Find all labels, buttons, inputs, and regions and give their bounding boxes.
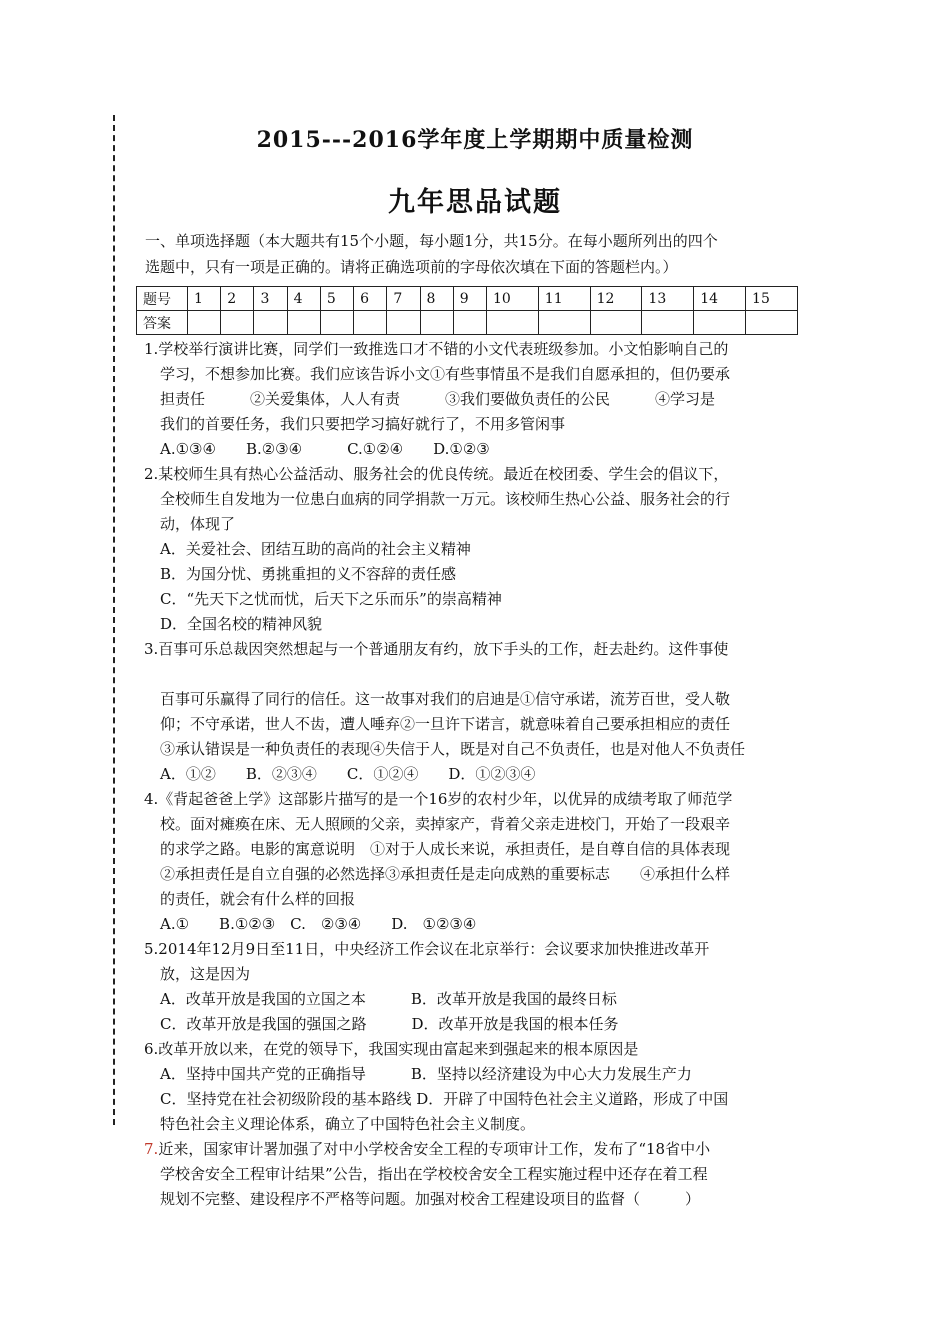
answer-cell[interactable] xyxy=(453,311,486,335)
question-text: 近来，国家审计署加强了对中小学校舍安全工程的专项审计工作，发布了“18省中小 xyxy=(158,1140,711,1158)
question-stem: 2.某校师生具有热心公益活动、服务社会的优良传统。最近在校团委、学生会的倡议下， xyxy=(144,465,729,483)
answer-cell[interactable] xyxy=(590,311,642,335)
answer-cell[interactable] xyxy=(746,311,798,335)
exam-title: 2015---2016学年度上学期期中质量检测 xyxy=(256,127,694,153)
question-stem: 3.百事可乐总裁因突然想起与一个普通朋友有约，放下手头的工作，赶去赴约。这件事使 xyxy=(144,640,729,658)
question-text: 动，体现了 xyxy=(160,515,236,533)
question-text: 担责任 ②关爱集体，人人有责 ③我们要做负责任的公民 ④学习是 xyxy=(160,390,716,408)
instruction-line: 一、单项选择题（本大题共有15个小题，每小题1分，共15分。在每小题所列出的四个 xyxy=(145,232,718,250)
question-number-cell: 3 xyxy=(254,287,287,311)
question-text: 的责任，就会有什么样的回报 xyxy=(160,890,356,908)
answer-cell[interactable] xyxy=(694,311,746,335)
question-text: 规划不完整、建设程序不严格等问题。加强对校舍工程建设项目的监督（ ） xyxy=(160,1190,701,1208)
question-number-cell: 8 xyxy=(420,287,453,311)
question-number-cell: 1 xyxy=(188,287,221,311)
row-label-number: 题号 xyxy=(137,287,188,311)
option-b: B．为国分忧、勇挑重担的义不容辞的责任感 xyxy=(160,565,457,583)
row-label-answer: 答案 xyxy=(137,311,188,335)
question-number-cell: 2 xyxy=(221,287,254,311)
answer-cell[interactable] xyxy=(254,311,287,335)
question-number-cell: 4 xyxy=(287,287,320,311)
question-number-cell: 15 xyxy=(746,287,798,311)
question-stem: 6.改革开放以来，在党的领导下，我国实现由富起来到强起来的根本原因是 xyxy=(144,1040,639,1058)
question-text: ③承认错误是一种负责任的表现④失信于人，既是对自己不负责任，也是对他人不负责任 xyxy=(160,740,746,758)
section-instructions xyxy=(145,228,815,280)
answer-options: A．①② B．②③④ C．①②④ D．①②③④ xyxy=(160,765,536,783)
question-text: 我们的首要任务，我们只要把学习搞好就行了，不用多管闲事 xyxy=(160,415,566,433)
option-d: D．全国名校的精神风貌 xyxy=(160,615,323,633)
answer-cell[interactable] xyxy=(642,311,694,335)
binding-cut-line xyxy=(113,115,115,1125)
instruction-line: 选题中，只有一项是正确的。请将正确选项前的字母依次填在下面的答题栏内。） xyxy=(145,258,678,276)
question-number-cell: 11 xyxy=(538,287,590,311)
answer-cell[interactable] xyxy=(287,311,320,335)
answer-grid-number-row xyxy=(137,287,798,311)
answer-cell[interactable] xyxy=(387,311,420,335)
answer-cell[interactable] xyxy=(486,311,538,335)
answer-cell[interactable] xyxy=(188,311,221,335)
options-cd: C．坚持党在社会初级阶段的基本路线 D．开辟了中国特色社会主义道路，形成了中国 xyxy=(160,1090,729,1108)
option-d-continued: 特色社会主义理论体系，确立了中国特色社会主义制度。 xyxy=(160,1115,536,1133)
question-text: ②承担责任是自立自强的必然选择③承担责任是走向成熟的重要标志 ④承担什么样 xyxy=(160,865,731,883)
options-ab: A．改革开放是我国的立国之本 B．改革开放是我国的最终日标 xyxy=(160,990,617,1008)
question-number-cell: 12 xyxy=(590,287,642,311)
question-text: 全校师生自发地为一位患白血病的同学捐款一万元。该校师生热心公益、服务社会的行 xyxy=(160,490,731,508)
answer-cell[interactable] xyxy=(538,311,590,335)
answer-options: A.① B.①②③ C. ②③④ D. ①②③④ xyxy=(160,915,477,933)
answer-grid xyxy=(136,286,798,335)
option-c: C．“先天下之忧而忧，后天下之乐而乐”的崇高精神 xyxy=(160,590,502,608)
question-text: 放，这是因为 xyxy=(160,965,251,983)
question-text: 学习，不想参加比赛。我们应该告诉小文①有些事情虽不是我们自愿承担的，但仍要承 xyxy=(160,365,731,383)
question-stem: 5.2014年12月9日至11日，中央经济工作会议在北京举行：会议要求加快推进改革开 xyxy=(144,940,710,958)
answer-options: A.①③④ B.②③④ C.①②④ D.①②③ xyxy=(160,440,490,458)
answer-cell[interactable] xyxy=(354,311,387,335)
question-number-cell: 6 xyxy=(354,287,387,311)
question-stem: 1.学校举行演讲比赛，同学们一致推选口才不错的小文代表班级参加。小文怕影响自己的 xyxy=(144,340,729,358)
option-a: A．关爱社会、团结互助的高尚的社会主义精神 xyxy=(160,540,471,558)
options-cd: C．改革开放是我国的强国之路 D．改革开放是我国的根本任务 xyxy=(160,1015,619,1033)
options-ab: A．坚持中国共产党的正确指导 B．坚持以经济建设为中心大力发展生产力 xyxy=(160,1065,692,1083)
question-stem xyxy=(144,1137,816,1162)
exam-subject-title: 九年思品试题 xyxy=(388,187,562,218)
question-text: 百事可乐赢得了同行的信任。这一故事对我们的启迪是①信守承诺，流芳百世，受人敬 xyxy=(160,690,731,708)
question-text: 学校舍安全工程审计结果”公告，指出在学校校舍安全工程实施过程中还存在着工程 xyxy=(160,1165,708,1183)
answer-cell[interactable] xyxy=(221,311,254,335)
question-number: 7. xyxy=(144,1140,159,1158)
question-text: 的求学之路。电影的寓意说明 ①对于人成长来说，承担责任，是自尊自信的具体表现 xyxy=(160,840,731,858)
answer-cell[interactable] xyxy=(320,311,353,335)
answer-grid-answer-row xyxy=(137,311,798,335)
question-text: 校。面对瘫痪在床、无人照顾的父亲，卖掉家产，背着父亲走进校门，开始了一段艰辛 xyxy=(160,815,731,833)
question-number-cell: 10 xyxy=(486,287,538,311)
question-stem: 4.《背起爸爸上学》这部影片描写的是一个16岁的农村少年，以优异的成绩考取了师范学 xyxy=(144,790,733,808)
question-number-cell: 9 xyxy=(453,287,486,311)
question-block xyxy=(144,337,816,1212)
answer-cell[interactable] xyxy=(420,311,453,335)
question-number-cell: 13 xyxy=(642,287,694,311)
question-number-cell: 5 xyxy=(320,287,353,311)
question-number-cell: 14 xyxy=(694,287,746,311)
question-number-cell: 7 xyxy=(387,287,420,311)
question-text: 仰；不守承诺，世人不齿，遭人唾弃②一旦许下诺言，就意味着自己要承担相应的责任 xyxy=(160,715,731,733)
